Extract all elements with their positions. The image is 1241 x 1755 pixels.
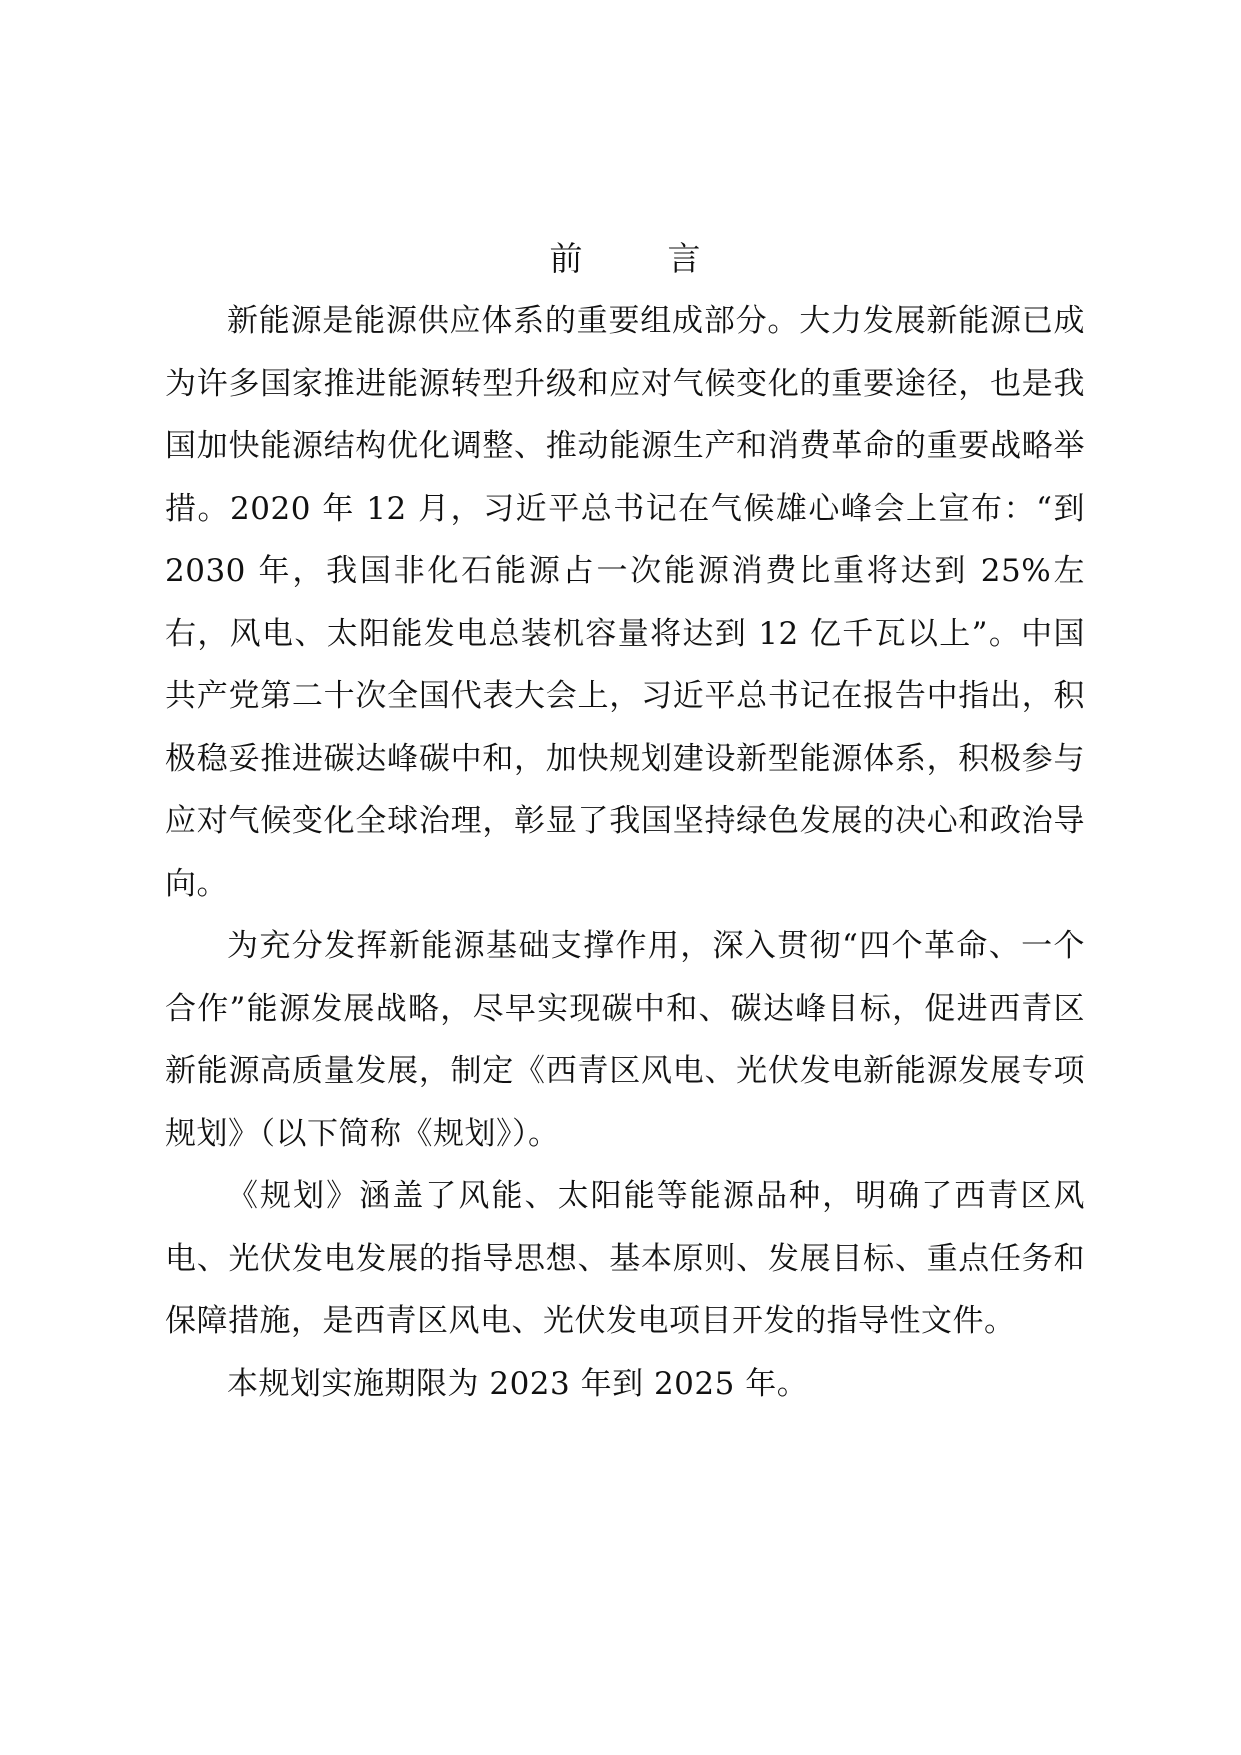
paragraph-period: 本规划实施期限为 2023 年到 2025 年。 [227,1365,809,1402]
page-title: 前 言 [549,239,727,278]
paragraph-purpose: 为充分发挥新能源基础支撑作用，深入贯彻“四个革命、一个合作”能源发展战略，尽早实现碳中和、碳达峰目标，促进西青区新能源高质量发展，制定《西青区风电、光伏发电新能源发展专项规划》（以下简称《规划》）。 [165,928,1085,1152]
paragraph-background: 新能源是能源供应体系的重要组成部分。大力发展新能源已成为许多国家推进能源转型升级和应对气候变化的重要途径，也是我国加快能源结构优化调整、推动能源生产和消费革命的重要战略举措。2020 年 12 月，习近平总书记在气候雄心峰会上宣布：“到 2030 年，我国非化石能源占一次能源消费比重将达到 25%左右，风电、太阳能发电总装机容量将达到 12 亿千瓦以上”。中国共产党第二十次全国代表大会上，习近平总书记在报告中指出，积极稳妥推进碳达峰碳中和，加快规划建设新型能源体系，积极参与应对气候变化全球治理，彰显了我国坚持绿色发展的决心和政治导向。 [165,303,1085,902]
document-body [165,230,1085,1415]
paragraph-scope: 《规划》涵盖了风能、太阳能等能源品种，明确了西青区风电、光伏发电发展的指导思想、基本原则、发展目标、重点任务和保障措施，是西青区风电、光伏发电项目开发的指导性文件。 [165,1178,1085,1339]
